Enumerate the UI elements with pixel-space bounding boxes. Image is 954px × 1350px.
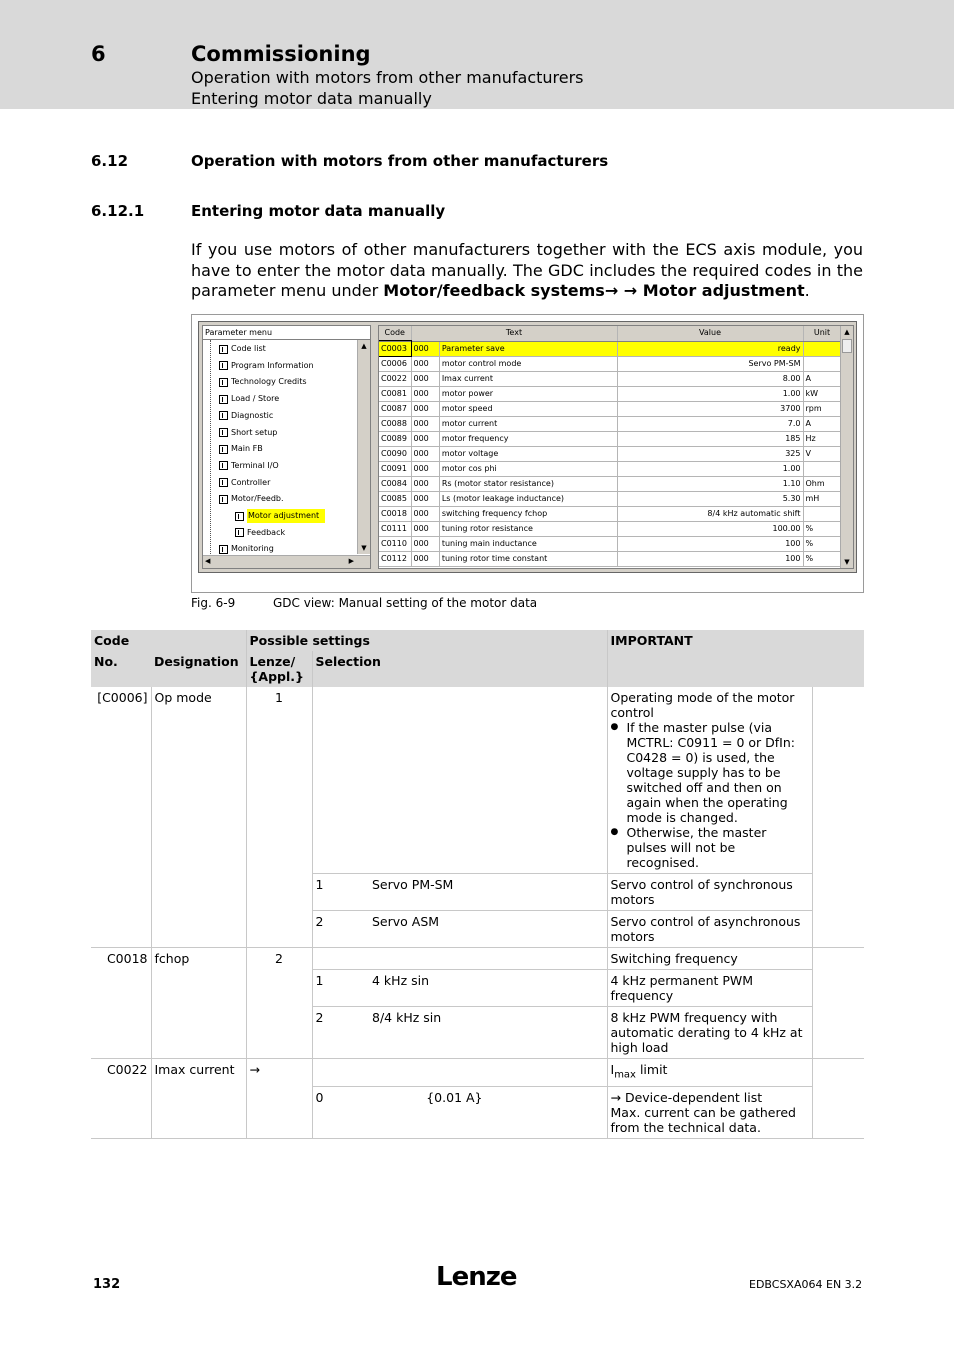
section-title: Operation with motors from other manufacturers: [191, 152, 609, 170]
folder-icon: [219, 395, 228, 404]
grid-cell-unit: A: [803, 416, 841, 431]
c0006-opt1-desc: Servo control of synchronous motors: [607, 874, 812, 911]
grid-cell-text: Imax current: [439, 371, 617, 386]
c0018-opt2-desc: 8 kHz PWM frequency with automatic derating to 4 kHz at high load: [607, 1007, 812, 1059]
folder-icon: [235, 528, 244, 537]
grid-cell-unit: kW: [803, 386, 841, 401]
grid-cell-text: motor cos phi: [439, 461, 617, 476]
grid-cell-value: 100.00: [617, 521, 803, 536]
tree-item-label: Monitoring: [231, 544, 274, 554]
grid-cell-sub: 000: [411, 371, 439, 386]
grid-cell-sub: 000: [411, 491, 439, 506]
grid-cell-value: 185: [617, 431, 803, 446]
grid-row[interactable]: [379, 446, 841, 461]
folder-icon: [219, 445, 228, 454]
tree-item-label: Load / Store: [231, 394, 280, 404]
grid-cell-unit: %: [803, 536, 841, 551]
folder-icon: [219, 345, 228, 354]
parameter-grid: [378, 325, 854, 569]
folder-icon: [219, 361, 228, 370]
figure-screenshot: [191, 314, 864, 593]
c0006-opt2-name: Servo ASM: [369, 911, 607, 948]
tree-item[interactable]: [219, 442, 263, 456]
grid-header-text[interactable]: Text: [411, 326, 617, 341]
c0006-lenze: 1: [246, 687, 312, 948]
grid-cell-text: tuning main inductance: [439, 536, 617, 551]
grid-scroll-up-icon[interactable]: ▲: [844, 328, 850, 336]
grid-cell-sub: 000: [411, 551, 439, 566]
tree-vertical-scrollbar[interactable]: [357, 340, 370, 554]
grid-row[interactable]: [379, 341, 841, 356]
grid-row[interactable]: [379, 356, 841, 371]
th-no: No.: [91, 651, 151, 687]
c0018-opt2-num: 2: [312, 1007, 369, 1059]
parameter-menu-tree: [202, 325, 371, 569]
tree-item-label: Motor adjustment: [247, 509, 325, 523]
grid-row[interactable]: [379, 416, 841, 431]
tree-guide: [210, 340, 211, 569]
grid-cell-sub: 000: [411, 506, 439, 521]
header-subtitle-1: Operation with motors from other manufacturers: [191, 68, 584, 87]
folder-icon: [219, 545, 228, 554]
chapter-title: Commissioning: [191, 42, 371, 66]
grid-cell-sub: 000: [411, 401, 439, 416]
grid-cell-text: motor power: [439, 386, 617, 401]
tree-item-label: Motor/Feedb.: [231, 494, 284, 504]
c0022-designation: Imax current: [151, 1059, 246, 1139]
grid-cell-code: C0112: [379, 551, 411, 566]
grid-cell-sub: 000: [411, 386, 439, 401]
grid-cell-text: Parameter save: [439, 341, 617, 356]
grid-cell-text: Rs (motor stator resistance): [439, 476, 617, 491]
tree-item-label: Code list: [231, 344, 266, 353]
c0006-no: [C0006]: [91, 687, 151, 948]
chapter-number: 6: [91, 42, 106, 66]
scroll-left-icon[interactable]: ◀: [205, 557, 211, 565]
grid-cell-value: 8.00: [617, 371, 803, 386]
grid-cell-value: ready: [617, 341, 803, 356]
c0006-important-text: Operating mode of the motor control: [610, 690, 795, 720]
grid-cell-sub: 000: [411, 446, 439, 461]
grid-cell-value: 7.0: [617, 416, 803, 431]
grid-cell-code: C0018: [379, 506, 411, 521]
grid-cell-code: C0081: [379, 386, 411, 401]
grid-row[interactable]: [379, 551, 841, 566]
c0006-opt1-num: 1: [312, 874, 369, 911]
folder-icon: [219, 411, 228, 420]
grid-cell-text: motor voltage: [439, 446, 617, 461]
grid-cell-sub: 000: [411, 461, 439, 476]
gdc-window: [198, 321, 857, 573]
grid-row[interactable]: [379, 476, 841, 491]
grid-cell-sub: 000: [411, 356, 439, 371]
th-important: IMPORTANT: [607, 630, 864, 687]
grid-cell-value: Servo PM-SM: [617, 356, 803, 371]
subsection-title: Entering motor data manually: [191, 202, 446, 220]
grid-cell-unit: [803, 356, 841, 371]
grid-cell-code: C0087: [379, 401, 411, 416]
grid-cell-value: 1.00: [617, 461, 803, 476]
c0022-no: C0022: [91, 1059, 151, 1139]
parameter-table: [91, 630, 864, 1139]
grid-header-code[interactable]: Code: [379, 326, 411, 341]
grid-cell-unit: rpm: [803, 401, 841, 416]
grid-cell-value: 1.10: [617, 476, 803, 491]
grid-cell-text: motor control mode: [439, 356, 617, 371]
grid-cell-code: C0006: [379, 356, 411, 371]
grid-row[interactable]: [379, 506, 841, 521]
tree-item-label: Controller: [231, 477, 271, 487]
grid-row[interactable]: [379, 461, 841, 476]
grid-cell-value: 1.00: [617, 386, 803, 401]
c0018-designation: fchop: [151, 948, 246, 1059]
grid-cell-text: Ls (motor leakage inductance): [439, 491, 617, 506]
grid-cell-value: 100: [617, 536, 803, 551]
folder-icon: [219, 461, 228, 470]
folder-icon: [219, 495, 228, 504]
th-selection: Selection: [312, 651, 607, 687]
folder-icon: [219, 478, 228, 487]
grid-vertical-scrollbar[interactable]: [840, 326, 853, 568]
c0018-opt2-name: 8/4 kHz sin: [369, 1007, 607, 1059]
grid-cell-code: C0090: [379, 446, 411, 461]
grid-scroll-thumb[interactable]: [842, 339, 852, 353]
grid-cell-text: tuning rotor time constant: [439, 551, 617, 566]
grid-cell-code: C0089: [379, 431, 411, 446]
tree-item[interactable]: [219, 342, 266, 356]
grid-header-value[interactable]: Value: [617, 326, 803, 341]
tree-item[interactable]: [219, 476, 270, 490]
tree-item[interactable]: [219, 459, 279, 473]
c0006-opt2-desc: Servo control of asynchronous motors: [607, 911, 812, 948]
header-subtitle-2: Entering motor data manually: [191, 89, 432, 108]
c0018-opt1-name: 4 kHz sin: [369, 970, 607, 1007]
grid-cell-unit: A: [803, 371, 841, 386]
parameter-grid-table: [379, 326, 842, 567]
intro-end: .: [804, 281, 810, 300]
grid-cell-code: C0111: [379, 521, 411, 536]
grid-cell-code: C0003: [379, 341, 411, 356]
grid-cell-code: C0110: [379, 536, 411, 551]
grid-cell-unit: %: [803, 521, 841, 536]
scroll-down-icon[interactable]: ▼: [361, 544, 367, 552]
intro-arrow: → →: [604, 281, 638, 300]
grid-header-unit[interactable]: Unit: [803, 326, 841, 341]
tree-item-label: Technology Credits: [231, 377, 307, 387]
grid-cell-code: C0022: [379, 371, 411, 386]
intro-text: If you use motors of other manufacturers together with the ECS axis module, you have to enter the motor data manually. The GDC includes the required codes in the parameter menu under: [191, 240, 863, 300]
grid-cell-text: switching frequency fchop: [439, 506, 617, 521]
tree-item[interactable]: [219, 492, 284, 506]
grid-cell-code: C0084: [379, 476, 411, 491]
grid-cell-value: 3700: [617, 401, 803, 416]
header-band: [0, 0, 954, 109]
lenze-logo: Lenze: [436, 1262, 517, 1292]
th-lenze: Lenze/ {Appl.}: [246, 651, 312, 687]
c0006-bullet-1: ● If the master pulse (via MCTRL: C0911 = 0 or DfIn: C0428 = 0) is used, the voltage supply has to be switched off and then on again when the operating mode is changed.: [627, 720, 809, 825]
grid-cell-unit: [803, 461, 841, 476]
c0018-opt1-desc: 4 kHz permanent PWM frequency: [607, 970, 812, 1007]
grid-row[interactable]: [379, 521, 841, 536]
folder-icon: [219, 428, 228, 437]
grid-cell-sub: 000: [411, 536, 439, 551]
grid-cell-sub: 000: [411, 416, 439, 431]
grid-cell-text: tuning rotor resistance: [439, 521, 617, 536]
grid-row[interactable]: [379, 536, 841, 551]
grid-row[interactable]: [379, 491, 841, 506]
c0022-opt-num: 0: [312, 1086, 369, 1138]
grid-cell-sub: 000: [411, 431, 439, 446]
tree-item[interactable]: [219, 409, 273, 423]
c0018-important: Switching frequency: [607, 948, 812, 970]
c0018-lenze: 2: [246, 948, 312, 1059]
intro-menu-item: Motor adjustment: [637, 281, 805, 300]
tree-item[interactable]: [219, 392, 279, 406]
c0022-important-rest: limit: [635, 1062, 668, 1077]
c0022-opt-step: {0.01 A}: [369, 1086, 607, 1138]
c0006-important: [607, 687, 812, 874]
c0006-opt1-name: Servo PM-SM: [369, 874, 607, 911]
c0022-important-sub: max: [614, 1069, 636, 1081]
subsection-number: 6.12.1: [91, 202, 145, 220]
grid-cell-sub: 000: [411, 521, 439, 536]
grid-cell-code: C0085: [379, 491, 411, 506]
document-id: EDBCSXA064 EN 3.2: [749, 1278, 863, 1291]
c0022-important-i: I: [610, 1062, 615, 1077]
tree-item-label: Diagnostic: [231, 410, 274, 420]
grid-cell-unit: [803, 506, 841, 521]
intro-paragraph: [191, 240, 863, 302]
figure-number: Fig. 6-9: [191, 596, 236, 610]
th-possible-settings: Possible settings: [246, 630, 607, 651]
grid-cell-value: 5.30: [617, 491, 803, 506]
grid-cell-sub: 000: [411, 341, 439, 356]
tree-item[interactable]: [219, 359, 314, 373]
c0006-opt2-num: 2: [312, 911, 369, 948]
th-code: Code: [91, 630, 246, 651]
grid-cell-value: 325: [617, 446, 803, 461]
tree-horizontal-scrollbar[interactable]: [203, 555, 370, 568]
c0022-notes: [607, 1086, 812, 1138]
tree-item-label: Feedback: [247, 527, 286, 537]
folder-icon: [219, 378, 228, 387]
folder-icon: [235, 512, 244, 521]
grid-cell-value: 100: [617, 551, 803, 566]
grid-row[interactable]: [379, 431, 841, 446]
c0006-bullet-2: ● Otherwise, the master pulses will not be recognised.: [627, 825, 809, 870]
grid-row[interactable]: [379, 401, 841, 416]
tree-item-label: Main FB: [231, 444, 263, 454]
grid-cell-text: motor current: [439, 416, 617, 431]
grid-cell-unit: Hz: [803, 431, 841, 446]
c0006-designation: Op mode: [151, 687, 246, 948]
grid-cell-unit: Ohm: [803, 476, 841, 491]
c0018-no: C0018: [91, 948, 151, 1059]
c0022-lenze: →: [246, 1059, 312, 1139]
c0022-important: [607, 1059, 812, 1087]
grid-row[interactable]: [379, 386, 841, 401]
grid-cell-unit: [803, 341, 841, 356]
grid-cell-text: motor speed: [439, 401, 617, 416]
page-number: 132: [93, 1277, 121, 1292]
grid-cell-code: C0091: [379, 461, 411, 476]
tree-item-label: Short setup: [231, 427, 278, 437]
tree-item-label: Program Information: [231, 360, 314, 370]
intro-menu-path: Motor/feedback systems: [383, 281, 605, 300]
grid-cell-unit: mH: [803, 491, 841, 506]
grid-cell-unit: V: [803, 446, 841, 461]
figure-caption: GDC view: Manual setting of the motor data: [273, 596, 538, 610]
tree-item[interactable]: [219, 375, 307, 389]
tree-item[interactable]: [235, 509, 325, 523]
grid-row[interactable]: [379, 371, 841, 386]
scroll-up-icon[interactable]: ▲: [361, 342, 367, 350]
tree-header: Parameter menu: [203, 326, 370, 340]
grid-cell-code: C0088: [379, 416, 411, 431]
grid-cell-unit: %: [803, 551, 841, 566]
c0022-note-1: → Device-dependent list: [610, 1089, 763, 1105]
tree-item[interactable]: [219, 426, 277, 440]
tree-item-label: Terminal I/O: [231, 460, 279, 470]
c0018-opt1-num: 1: [312, 970, 369, 1007]
grid-scroll-down-icon[interactable]: ▼: [844, 558, 850, 566]
grid-cell-value: 8/4 kHz automatic shift: [617, 506, 803, 521]
c0022-note-2: Max. current can be gathered from the technical data.: [610, 1104, 796, 1135]
grid-cell-sub: 000: [411, 476, 439, 491]
tree-item[interactable]: [235, 526, 285, 540]
section-number: 6.12: [91, 152, 129, 170]
th-designation: Designation: [151, 651, 246, 687]
scroll-right-icon[interactable]: ▶: [348, 557, 354, 565]
grid-cell-text: motor frequency: [439, 431, 617, 446]
